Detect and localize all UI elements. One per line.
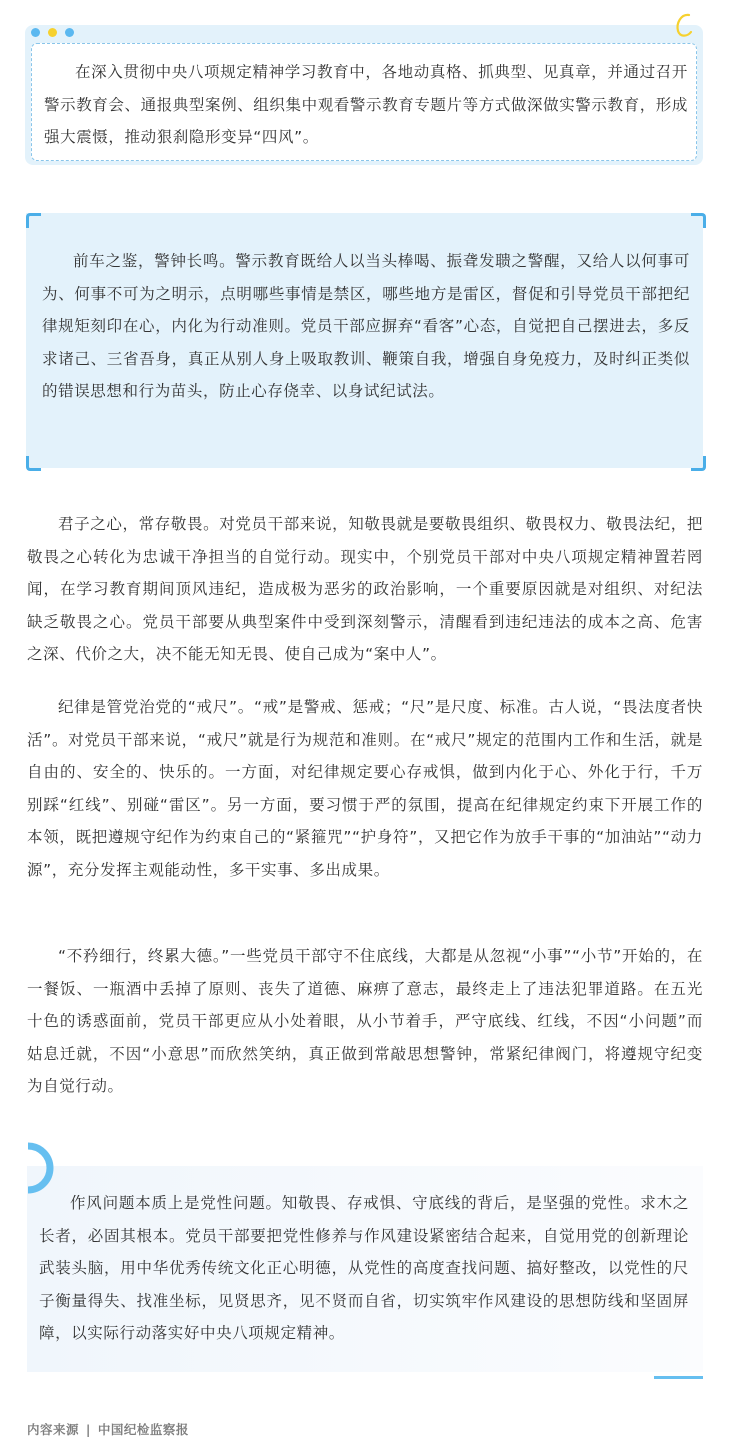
body-paragraph: 君子之心，常存敬畏。对党员干部来说，知敬畏就是要敬畏组织、敬畏权力、敬畏法纪，把敬畏之心转化为忠诚干净担当的自觉行动。现实中，个别党员干部对中央八项规定精神置若罔闻，在学习教育期间顶风违纪，造成极为恶劣的政治影响，一个重要原因就是对组织、对纪法缺乏敬畏之心。党员干部要从典型案件中受到深刻警示，清醒看到违纪违法的成本之高、危害之深、代价之大，决不能无知无畏、使自己成为“案中人”。 xyxy=(27,515,703,664)
source-footer xyxy=(27,1420,189,1438)
dot-blue-icon xyxy=(31,28,40,37)
bottom-accent-line xyxy=(654,1376,703,1379)
corner-bracket-icon xyxy=(691,456,706,471)
source-name: 中国纪检监察报 xyxy=(97,1422,189,1437)
conclusion-text: 作风问题本质上是党性问题。知敬畏、存戒惧、守底线的背后，是坚强的党性。求木之长者，必固其根本。党员干部要把党性修养与作风建设紧密结合起来，自觉用党的创新理论武装头脑，用中华优秀传统文化正心明德，从党性的高度查找问题、搞好整改，以党性的尺子衡量得失、找准坐标，见贤思齐，见不贤而自省，切实筑牢作风建设的思想防线和坚固屏障，以实际行动落实好中央八项规定精神。 xyxy=(39,1194,689,1343)
corner-bracket-icon xyxy=(691,213,706,228)
quote-text: 前车之鉴，警钟长鸣。警示教育既给人以当头棒喝、振聋发聩之警醒，又给人以何事可为、何事不可为之明示，点明哪些事情是禁区，哪些地方是雷区，督促和引导党员干部把纪律规矩刻印在心，内化为行动准则。党员干部应摒弃“看客”心态，自觉把自己摆进去，多反求诸己、三省吾身，真正从别人身上吸取教训、鞭策自我，增强自身免疫力，及时纠正类似的错误思想和行为苗头，防止心存侥幸、以身试纪试法。 xyxy=(42,252,690,401)
source-label: 内容来源 xyxy=(27,1422,80,1437)
body-paragraph: 纪律是管党治党的“戒尺”。“戒”是警戒、惩戒；“尺”是尺度、标准。古人说，“畏法度者快活”。对党员干部来说，“戒尺”就是行为规范和准则。在“戒尺”规定的范围内工作和生活，就是自由的、安全的、快乐的。一方面，对纪律规定要心存戒惧，做到内化于心、外化于行，千万别踩“红线”、别碰“雷区”。另一方面，要习惯于严的氛围，提高在纪律规定约束下开展工作的本领，既把遵规守纪作为约束自己的“紧箍咒”“护身符”，又把它作为放手干事的“加油站”“动力源”，充分发挥主观能动性，多干实事、多出成果。 xyxy=(27,698,703,879)
intro-text: 在深入贯彻中央八项规定精神学习教育中，各地动真格、抓典型、见真章，并通过召开警示教育会、通报典型案例、组织集中观看警示教育专题片等方式做深做实警示教育，形成强大震慑，推动狠刹隐形变异“四风”。 xyxy=(44,63,689,147)
corner-bracket-icon xyxy=(26,456,41,471)
dot-yellow-icon xyxy=(48,28,57,37)
curl-decoration-icon xyxy=(672,10,696,40)
dot-blue-icon xyxy=(65,28,74,37)
source-separator: | xyxy=(85,1422,91,1437)
corner-bracket-icon xyxy=(26,213,41,228)
body-paragraph: “不矜细行，终累大德。”一些党员干部守不住底线，大都是从忽视“小事”“小节”开始的，在一餐饭、一瓶酒中丢掉了原则、丧失了道德、麻痹了意志，最终走上了违法犯罪道路。在五光十色的诱惑面前，党员干部更应从小处着眼，从小节着手，严守底线、红线，不因“小问题”而姑息迁就，不因“小意思”而欣然笑纳，真正做到常敲思想警钟，常紧纪律阀门，将遵规守纪变为自觉行动。 xyxy=(27,947,703,1096)
